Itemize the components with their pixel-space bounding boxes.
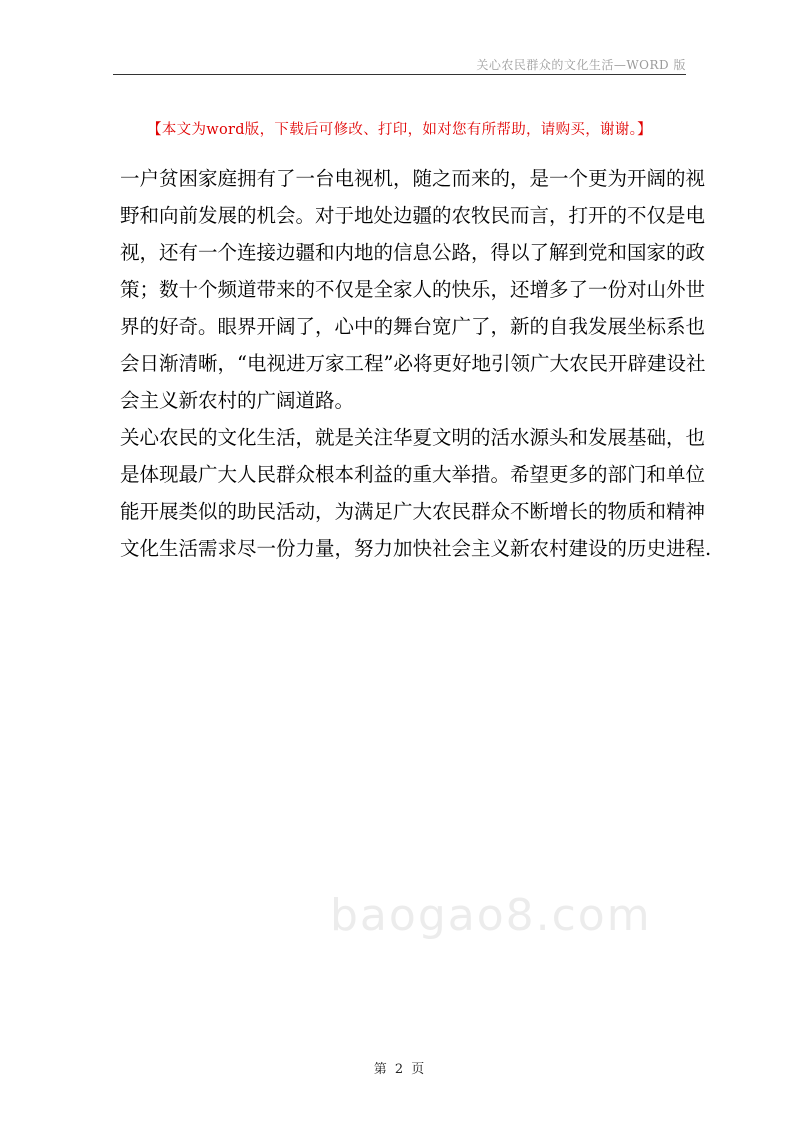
purchase-notice: 【本文为word版，下载后可修改、打印，如对您有所帮助，请购买，谢谢。】 xyxy=(147,122,652,138)
text-line: 会日渐清晰，“电视进万家工程”必将更好地引领广大农民开辟建设社 xyxy=(120,352,706,375)
text-line: 关心农民的文化生活，就是关注华夏文明的活水源头和发展基础，也 xyxy=(120,426,706,449)
document-body xyxy=(120,160,712,567)
text-line: 野和向前发展的机会。对于地处边疆的农牧民而言，打开的不仅是电 xyxy=(120,204,706,227)
text-line: 策；数十个频道带来的不仅是全家人的快乐，还增多了一份对山外世 xyxy=(120,278,706,301)
page-number: 第 2 页 xyxy=(373,1062,427,1077)
header-title: 关心农民群众的文化生活—WORD 版 xyxy=(476,58,686,72)
watermark: baogao8.com xyxy=(330,890,652,941)
text-line: 视，还有一个连接边疆和内地的信息公路，得以了解到党和国家的政 xyxy=(120,241,706,264)
text-line: 是体现最广大人民群众根本利益的重大举措。希望更多的部门和单位 xyxy=(120,463,706,486)
text-line: 一户贫困家庭拥有了一台电视机，随之而来的，是一个更为开阔的视 xyxy=(120,167,706,190)
paragraph-1 xyxy=(120,160,706,419)
paragraph-2 xyxy=(120,419,712,567)
text-line: 能开展类似的助民活动，为满足广大农民群众不断增长的物质和精神 xyxy=(120,500,706,523)
text-line: 文化生活需求尽一份力量，努力加快社会主义新农村建设的历史进程. xyxy=(120,537,712,560)
text-line: 会主义新农村的广阔道路。 xyxy=(120,389,355,412)
text-line: 界的好奇。眼界开阔了，心中的舞台宽广了，新的自我发展坐标系也 xyxy=(120,315,706,338)
page-header xyxy=(113,52,686,75)
